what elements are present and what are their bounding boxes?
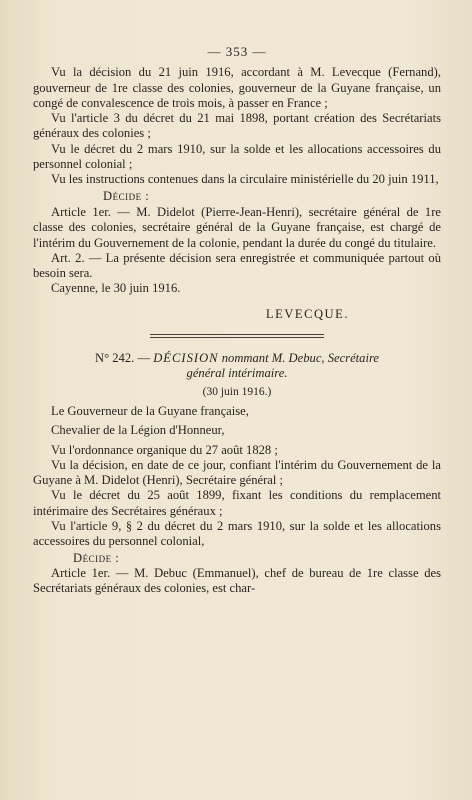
article-paragraph: Art. 2. — La présente décision sera enregistrée et communiquée partout où besoin sera. [33, 250, 441, 281]
considerant-paragraph: Vu la décision du 21 juin 1916, accordant à M. Levecque (Fernand), gouverneur de 1re classe des colonies, gouverneur de la Guyane française, un congé de convalescence de trois mois, à passer en France ; [33, 65, 441, 110]
page-content [33, 44, 441, 597]
decision-title-rest: nommant M. Debuc, Secrétaire [218, 351, 379, 366]
section-divider [150, 334, 324, 338]
decision-number: N° 242. [94, 351, 135, 366]
knight-line: Chevalier de la Légion d'Honneur, [51, 423, 225, 438]
decision-subtitle: général intérimaire. [186, 366, 288, 381]
article-paragraph: Article 1er. — M. Debuc (Emmanuel), chef de bureau de 1re classe des Secrétariats généraux des colonies, est char- [33, 565, 441, 596]
considerant-paragraph: Vu l'article 3 du décret du 21 mai 1898, portant création des Secrétariats généraux des colonies ; [33, 111, 441, 141]
decision-word: DÉCISION [153, 351, 219, 366]
place-date: Cayenne, le 30 juin 1916. [51, 281, 181, 296]
decision-date: (30 juin 1916.) [202, 385, 272, 398]
title-dash: — [134, 351, 154, 366]
article-paragraph: Article 1er. — M. Didelot (Pierre-Jean-Henri), secrétaire général de 1re classe des colonies, secrétaire général de la Guyane française, est chargé de l'intérim du Gouvernement de la colonie, pendant la durée du congé du titulaire. [33, 204, 441, 250]
page-number: — 353 — [207, 44, 267, 59]
decide-heading: Décide : [73, 550, 120, 565]
considerant-paragraph: Vu le décret du 25 août 1899, fixant les conditions du remplacement intérimaire des Secrétaires généraux ; [33, 488, 441, 518]
considerant-paragraph: Vu l'article 9, § 2 du décret du 2 mars 1910, sur la solde et les allocations accessoires du personnel colonial, [33, 519, 441, 549]
decision-title [33, 351, 441, 366]
considerant-paragraph: Vu l'ordonnance organique du 27 août 1828 ; [51, 442, 278, 457]
considerant-paragraph: Vu le décret du 2 mars 1910, sur la solde et les allocations accessoires du personnel colonial ; [33, 141, 441, 172]
considerant-paragraph: Vu les instructions contenues dans la circulaire ministérielle du 20 juin 1911, [51, 172, 439, 187]
decide-heading: Décide : [103, 188, 150, 203]
governor-line: Le Gouverneur de la Guyane française, [51, 403, 249, 418]
considerant-paragraph: Vu la décision, en date de ce jour, confiant l'intérim du Gouvernement de la Guyane à M. Didelot (Henri), Secrétaire général ; [33, 457, 441, 488]
signature: LEVECQUE. [265, 306, 349, 321]
